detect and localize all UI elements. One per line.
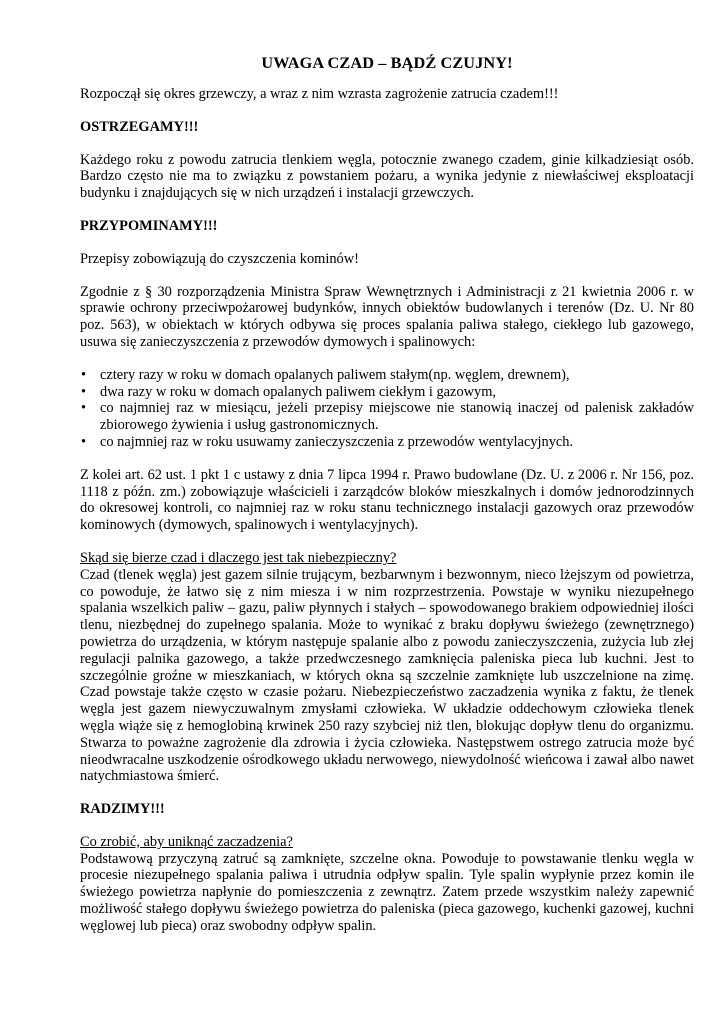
section-carbon-monoxide <box>80 550 694 785</box>
warning-paragraph: Każdego roku z powodu zatrucia tlenkiem węgla, potocznie zwanego czadem, ginie kilkadziesiąt osób. Bardzo często nie ma to związku z powstaniem pożaru, a wynika jedynie z niewłaściwej eksploatacji budynku i znajdujących się w nich urządzeń i instalacji grzewczych. <box>80 151 694 202</box>
list-item: • co najmniej raz w roku usuwamy zanieczyszczenia z przewodów wentylacyjnych. <box>80 434 694 451</box>
list-item: • dwa razy w roku w domach opalanych paliwem ciekłym i gazowym, <box>80 384 694 401</box>
intro-paragraph: Rozpoczął się okres grzewczy, a wraz z nim wzrasta zagrożenie zatrucia czadem!!! <box>80 86 559 102</box>
section-prevention <box>80 834 694 935</box>
list-item: • cztery razy w roku w domach opalanych paliwem stałym(np. węglem, drewnem), <box>80 367 694 384</box>
law-paragraph: Z kolei art. 62 ust. 1 pkt 1 c ustawy z dnia 7 lipca 1994 r. Prawo budowlane (Dz. U. z 2006 r. Nr 156, poz. 1118 z późn. zm.) zobowiązuje właścicieli i zarządców bloków mieszkalnych i domów jednorodzinnych do okresowej kontroli, co najmniej raz w roku stanu technicznego instalacji gazowych oraz przewodów kominowych (dymowych, spalinowych i wentylacyjnych). <box>80 466 694 534</box>
document-page <box>80 54 694 951</box>
page-title: UWAGA CZAD – BĄDŹ CZUJNY! <box>261 53 513 72</box>
reminder-paragraph: Przepisy zobowiązują do czyszczenia kominów! <box>80 250 359 267</box>
regulation-paragraph: Zgodnie z § 30 rozporządzenia Ministra Spraw Wewnętrznych i Administracji z 21 kwietnia 2006 r. w sprawie ochrony przeciwpożarowej budynków, innych obiektów budowlanych i terenów (Dz. U. Nr 80 poz. 563), w obiektach w których odbywa się proces spalania paliwa stałego, ciekłego lub gazowego, usuwa się zanieczyszczenia z przewodów dymowych i spalinowych: <box>80 283 694 350</box>
list-item: • co najmniej raz w miesiącu, jeżeli przepisy miejscowe nie stanowią inaczej od palenisk zakładów zbiorowego żywienia i usług gastronomicznych. <box>80 400 694 434</box>
question-heading-prevention: Co zrobić, aby uniknąć zaczadzenia? <box>80 833 293 850</box>
answer-source-paragraph: Czad (tlenek węgla) jest gazem silnie trującym, bezbarwnym i bezwonnym, nieco lżejszym od powietrza, co powoduje, że łatwo się z nim miesza i w nim rozprzestrzenia. Powstaje w wyniku niezupełnego spalania wszelkich paliw – gazu, paliw płynnych i stałych – spowodowanego brakiem odpowiedniej ilości tlenu, niezbędnej do zupełnego spalania. Może to wynikać z braku dopływu świeżego (zewnętrznego) powietrza do urządzenia, w którym następuje spalanie albo z powodu zanieczyszczenia, zużycia lub złej regulacji palnika gazowego, a także przedwczesnego zamknięcia paleniska pieca lub kuchni. Jest to szczególnie groźne w mieszkaniach, w których okna są szczelnie zamknięte lub uszczelnione na zimę. Czad powstaje także często w czasie pożaru. Niebezpieczeństwo zaczadzenia wynika z faktu, że tlenek węgla jest gazem niewyczuwalnym zmysłami człowieka. W układzie oddechowym człowieka tlenek węgla wiąże się z hemoglobiną krwinek 250 razy szybciej niż tlen, blokując dopływ tlenu do organizmu. Stwarza to poważne zagrożenie dla zdrowia i życia człowieka. Następstwem ostrego zatrucia może być nieodwracalne uszkodzenie ośrodkowego układu nerwowego, niewydolność wieńcowa i zawał albo nawet natychmiastowa śmierć. <box>80 566 694 785</box>
heading-warning: OSTRZEGAMY!!! <box>80 118 199 135</box>
question-heading-source: Skąd się bierze czad i dlaczego jest tak niebezpieczny? <box>80 549 397 566</box>
heading-reminder: PRZYPOMINAMY!!! <box>80 217 218 234</box>
heading-advice: RADZIMY!!! <box>80 801 165 818</box>
cleaning-frequency-list <box>80 367 694 451</box>
answer-prevention-paragraph: Podstawową przyczyną zatruć są zamknięte, szczelne okna. Powoduje to powstawanie tlenku węgla w procesie niezupełnego spalania paliwa i utrudnia odpływ spalin. Tyle spalin wypłynie przez komin ile świeżego powietrza napłynie do pomieszczenia z zewnątrz. Zatem przede wszystkim należy zapewnić możliwość stałego dopływu świeżego powietrza do paleniska (pieca gazowego, kuchenki gazowej, kuchni węglowej lub pieca) oraz swobodny odpływ spalin. <box>80 850 694 934</box>
